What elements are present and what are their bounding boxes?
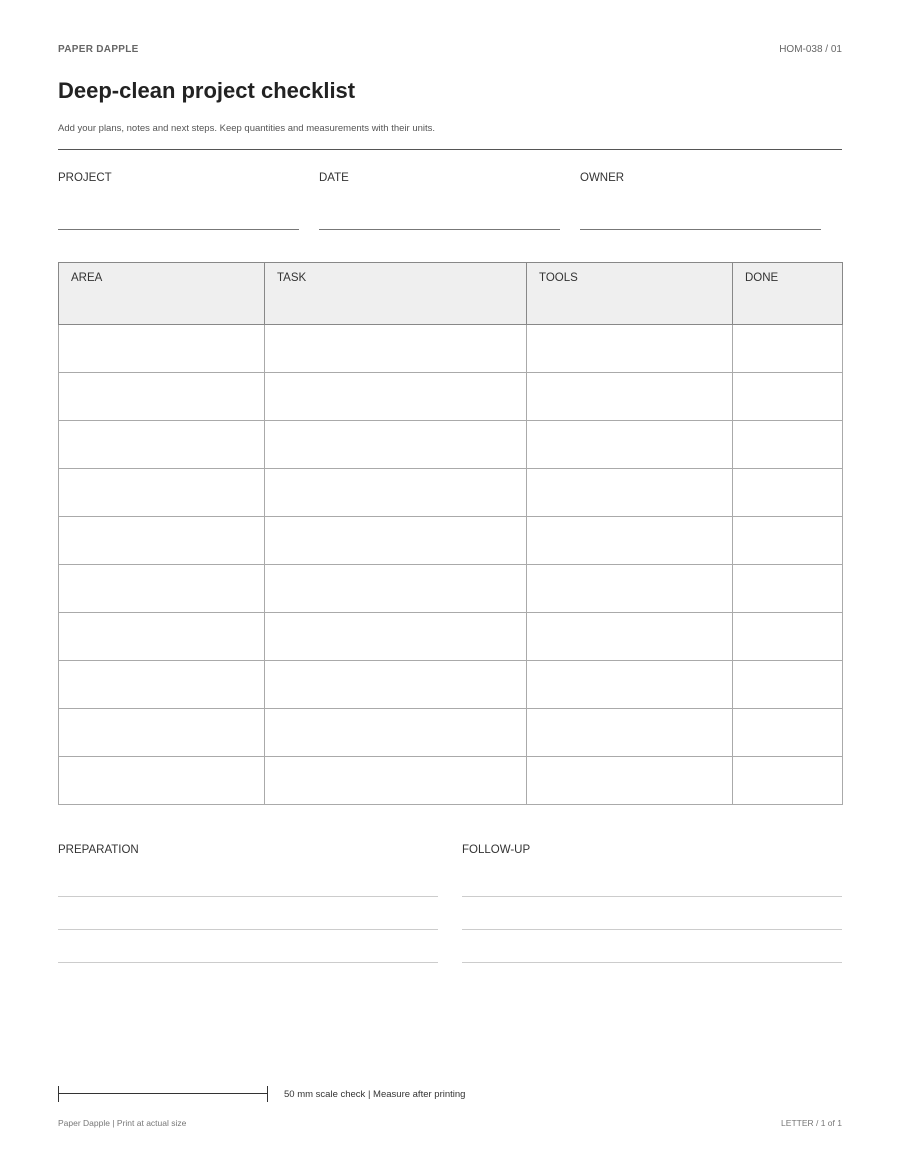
area-cell[interactable] [59, 709, 265, 757]
follow-up-write-line[interactable] [462, 962, 842, 963]
table-row [59, 469, 843, 517]
scale-check-text: 50 mm scale check | Measure after printing [284, 1089, 466, 1100]
column-header-tools [527, 263, 733, 325]
done-cell[interactable] [733, 757, 843, 805]
checklist-table [58, 262, 843, 805]
table-row [59, 661, 843, 709]
area-cell[interactable] [59, 757, 265, 805]
done-cell[interactable] [733, 517, 843, 565]
preparation-write-line[interactable] [58, 896, 438, 897]
table-header-row [59, 263, 843, 325]
project-write-line[interactable] [58, 229, 299, 230]
scale-bar-start-tick [58, 1086, 59, 1102]
tools-cell[interactable] [527, 325, 733, 373]
task-cell[interactable] [265, 565, 527, 613]
owner-field [580, 172, 821, 184]
page-title: Deep-clean project checklist [58, 78, 356, 103]
area-cell[interactable] [59, 325, 265, 373]
area-cell[interactable] [59, 373, 265, 421]
footer-page-info: LETTER / 1 of 1 [781, 1118, 842, 1128]
column-header-label: DONE [745, 272, 779, 284]
column-header-done [733, 263, 843, 325]
table-row [59, 517, 843, 565]
task-cell[interactable] [265, 661, 527, 709]
done-cell[interactable] [733, 421, 843, 469]
area-cell[interactable] [59, 661, 265, 709]
scale-bar-end-tick [267, 1086, 268, 1102]
date-label: DATE [319, 172, 349, 184]
column-header-task [265, 263, 527, 325]
date-field [319, 172, 560, 184]
header-divider [58, 149, 842, 150]
follow-up-write-line[interactable] [462, 896, 842, 897]
tools-cell[interactable] [527, 709, 733, 757]
brand-name: PAPER DAPPLE [58, 44, 139, 55]
area-cell[interactable] [59, 421, 265, 469]
preparation-label: PREPARATION [58, 844, 139, 856]
tools-cell[interactable] [527, 469, 733, 517]
table-row [59, 709, 843, 757]
table-row [59, 613, 843, 661]
table-row [59, 565, 843, 613]
area-cell[interactable] [59, 469, 265, 517]
area-cell[interactable] [59, 613, 265, 661]
task-cell[interactable] [265, 325, 527, 373]
checklist-page [58, 0, 842, 1165]
project-field [58, 172, 299, 184]
task-cell[interactable] [265, 469, 527, 517]
column-header-area [59, 263, 265, 325]
area-cell[interactable] [59, 517, 265, 565]
tools-cell[interactable] [527, 565, 733, 613]
footer-left-text: Paper Dapple | Print at actual size [58, 1118, 187, 1128]
task-cell[interactable] [265, 613, 527, 661]
area-cell[interactable] [59, 565, 265, 613]
done-cell[interactable] [733, 373, 843, 421]
scale-bar-line [58, 1093, 268, 1094]
tools-cell[interactable] [527, 517, 733, 565]
tools-cell[interactable] [527, 757, 733, 805]
page-subtitle: Add your plans, notes and next steps. Keep quantities and measurements with their units. [58, 123, 436, 134]
table-row [59, 757, 843, 805]
document-code: HOM-038 / 01 [779, 44, 842, 55]
follow-up-write-line[interactable] [462, 929, 842, 930]
project-label: PROJECT [58, 172, 112, 184]
preparation-write-line[interactable] [58, 962, 438, 963]
owner-write-line[interactable] [580, 229, 821, 230]
column-header-label: TASK [277, 272, 307, 284]
follow-up-section [462, 844, 842, 856]
follow-up-label: FOLLOW-UP [462, 844, 531, 856]
date-write-line[interactable] [319, 229, 560, 230]
preparation-section [58, 844, 438, 856]
tools-cell[interactable] [527, 613, 733, 661]
task-cell[interactable] [265, 517, 527, 565]
table-row [59, 373, 843, 421]
done-cell[interactable] [733, 565, 843, 613]
column-header-label: AREA [71, 272, 103, 284]
preparation-write-line[interactable] [58, 929, 438, 930]
column-header-label: TOOLS [539, 272, 578, 284]
task-cell[interactable] [265, 373, 527, 421]
task-cell[interactable] [265, 421, 527, 469]
tools-cell[interactable] [527, 373, 733, 421]
done-cell[interactable] [733, 469, 843, 517]
tools-cell[interactable] [527, 661, 733, 709]
done-cell[interactable] [733, 661, 843, 709]
done-cell[interactable] [733, 325, 843, 373]
table-row [59, 325, 843, 373]
done-cell[interactable] [733, 709, 843, 757]
done-cell[interactable] [733, 613, 843, 661]
task-cell[interactable] [265, 709, 527, 757]
tools-cell[interactable] [527, 421, 733, 469]
scale-check-bar [58, 1086, 268, 1102]
owner-label: OWNER [580, 172, 625, 184]
task-cell[interactable] [265, 757, 527, 805]
table-row [59, 421, 843, 469]
